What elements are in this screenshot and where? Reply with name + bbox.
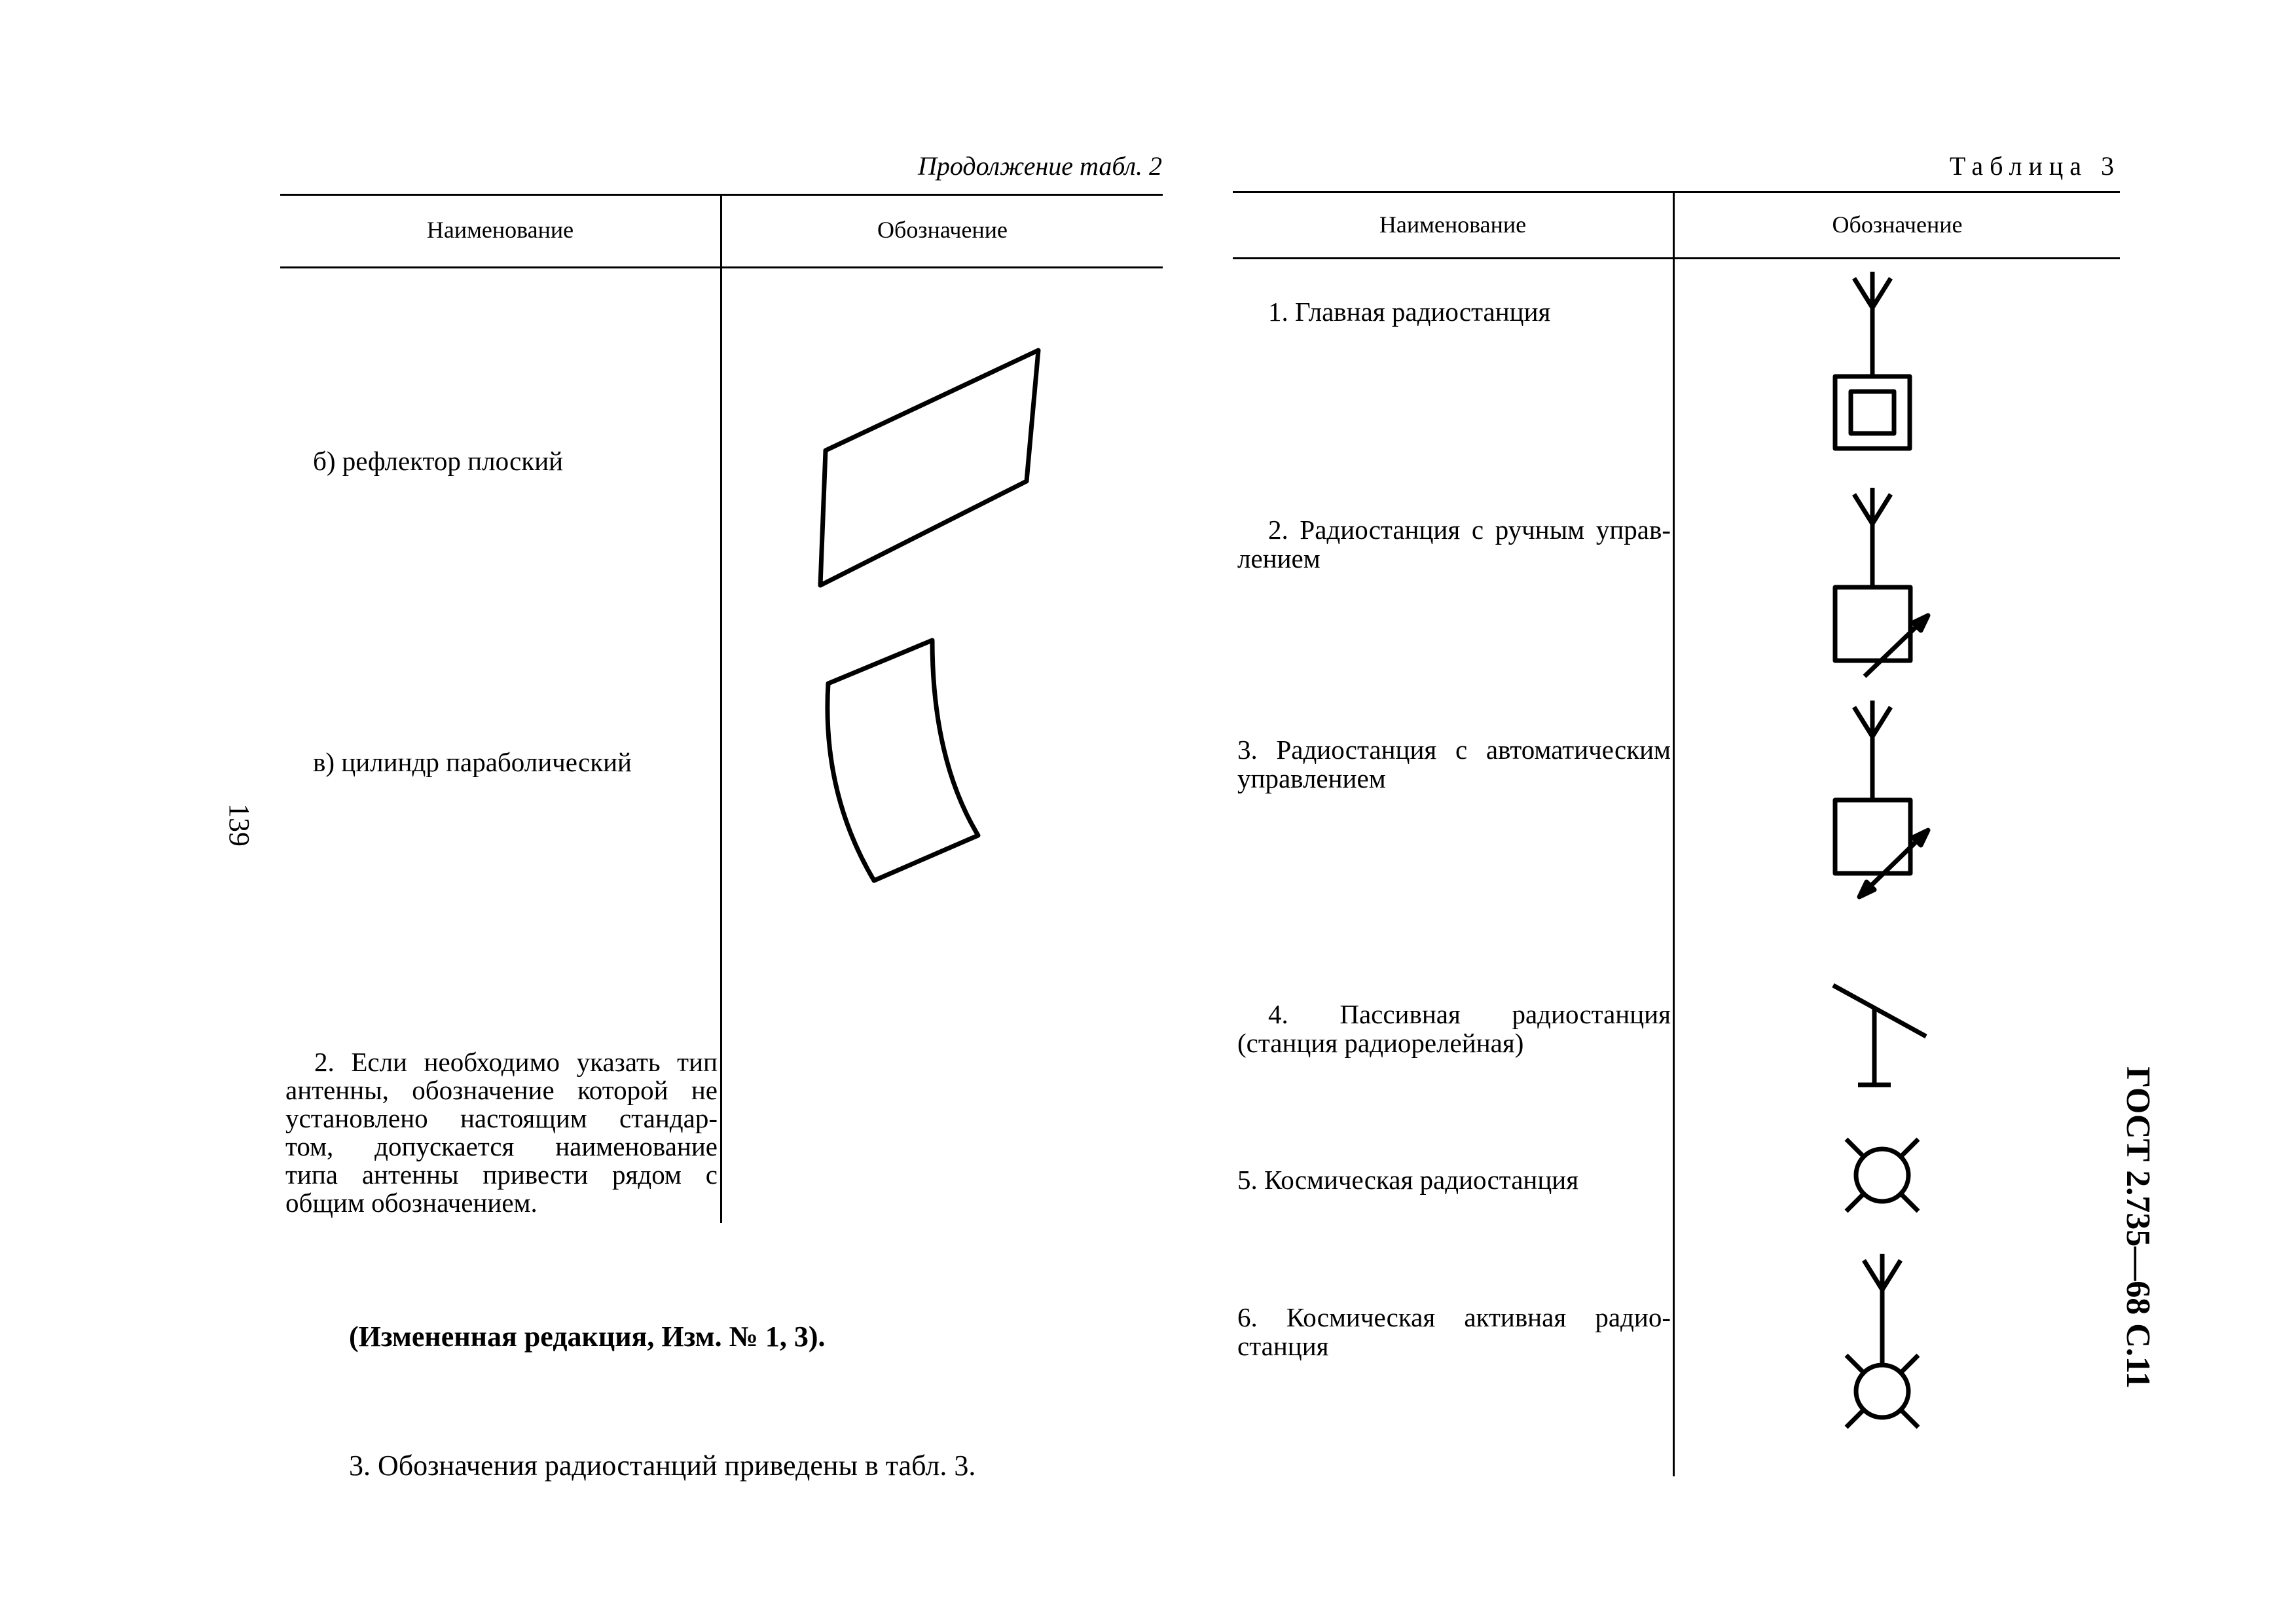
left-header-symbol: Обозначение (877, 217, 1008, 243)
row-space-station-label (1237, 1165, 1578, 1194)
row-line: управлением (1237, 763, 1386, 793)
right-table-top-rule (1233, 191, 2120, 193)
right-header-symbol: Обозначение (1832, 211, 1963, 238)
right-table-header-rule (1233, 257, 2120, 259)
main-radio-station-icon (1820, 272, 1925, 458)
passive-relay-station-icon (1827, 979, 1944, 1097)
row-line: лением (1237, 543, 1321, 574)
left-table-caption: Продолжение табл. 2 (917, 151, 1162, 181)
space-active-station-icon (1840, 1254, 1925, 1444)
row-line: 6. Космическая активная радио- (1237, 1302, 1671, 1332)
standard-identifier: ГОСТ 2.735—68 С.11 (2119, 1067, 2157, 1389)
space-station-icon (1840, 1133, 1925, 1218)
row-main-station-label (1268, 297, 1550, 326)
right-header-name: Наименование (1379, 211, 1527, 238)
amendment-note: (Измененная редакция, Изм. № 1, 3). (349, 1321, 826, 1353)
row-line: 2. Радиостанция с ручным управ- (1268, 515, 1671, 545)
row-automatic-station-label (1237, 735, 1671, 793)
row-passive-station-label (1237, 1000, 1671, 1057)
left-table-divider (720, 194, 722, 1223)
row-manual-station-label (1237, 515, 1671, 573)
page-number: 139 (223, 803, 255, 847)
row-line: 5. Космическая радиостанция (1237, 1165, 1579, 1195)
row-line: 1. Главная радиостанция (1268, 297, 1551, 327)
row-parabolic-cylinder-label: в) цилиндр параболический (313, 747, 632, 777)
row-line: 3. Радиостанция с автоматическим (1237, 735, 1671, 765)
note-line: 2. Если необходимо указать тип (314, 1047, 718, 1077)
note-line: антенны, обозначение которой не (285, 1075, 718, 1105)
note-line: том, допускается наименование (285, 1131, 718, 1161)
note-line: типа антенны привести рядом с (285, 1159, 718, 1190)
paragraph-3: 3. Обозначения радиостанций приведены в табл. 3. (349, 1450, 976, 1482)
row-line: станция (1237, 1331, 1329, 1361)
row-line: 4. Пассивная радиостанция (1268, 999, 1671, 1029)
parabolic-cylinder-icon (812, 629, 995, 890)
flat-reflector-icon (805, 340, 1054, 596)
note-line: общим обозначением. (285, 1188, 538, 1218)
automatic-control-station-icon (1820, 701, 1938, 903)
row-flat-reflector-label: б) рефлектор плоский (313, 446, 564, 476)
manual-control-station-icon (1820, 488, 1938, 681)
left-table-note (285, 1048, 718, 1217)
right-table-caption: Таблица 3 (1949, 151, 2121, 181)
right-table-divider (1673, 191, 1675, 1476)
left-header-name: Наименование (426, 217, 574, 243)
row-space-active-station-label (1237, 1303, 1671, 1360)
note-line: установлено настоящим стандар- (285, 1103, 718, 1133)
row-line: (станция радиорелейная) (1237, 1028, 1524, 1058)
